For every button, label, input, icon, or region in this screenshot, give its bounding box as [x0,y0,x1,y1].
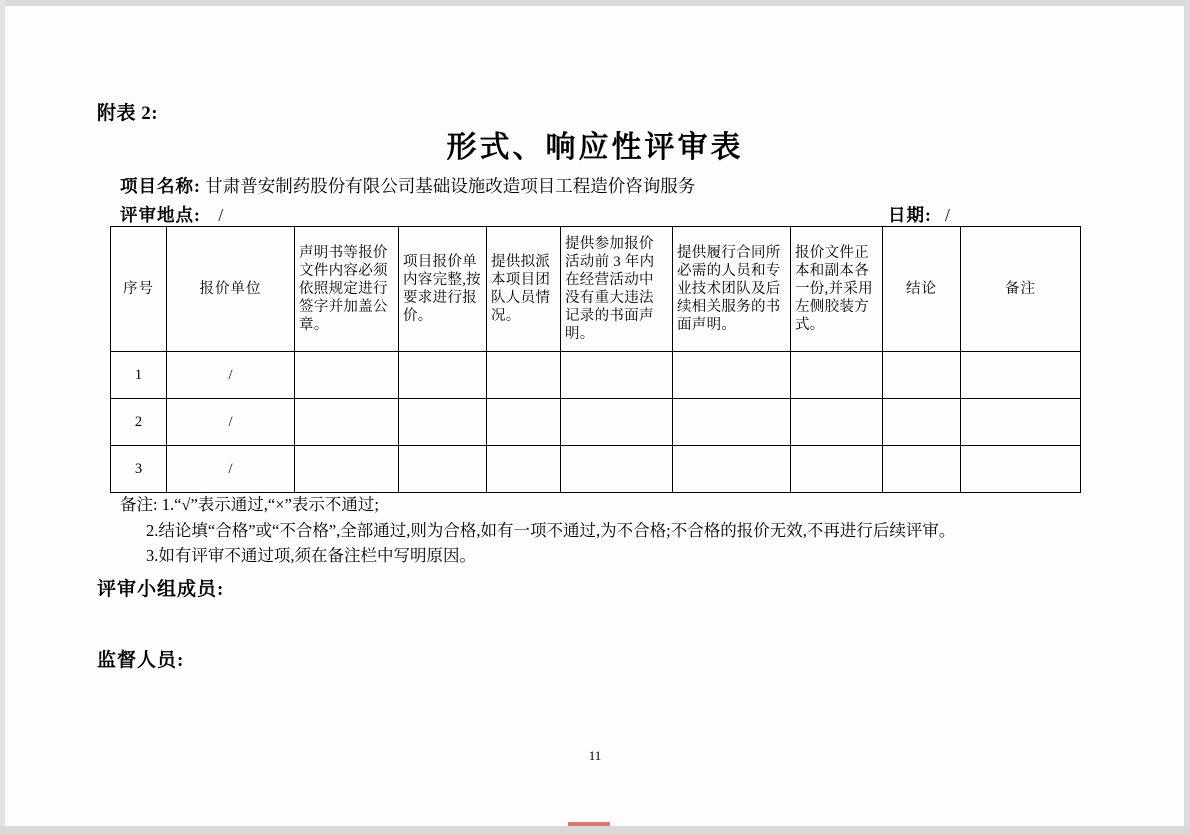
cell-c4[interactable] [561,446,673,493]
review-date-value: / [944,205,950,225]
page-title: 形式、响应性评审表 [446,131,744,164]
table-body [111,352,1081,493]
cell-c5[interactable] [673,446,791,493]
header-cell-c3: 提供拟派本项目团队人员情况。 [487,227,561,352]
cell-remark[interactable] [961,446,1081,493]
header-cell-c6: 报价文件正本和副本各一份,并采用左侧胶装方式。 [791,227,883,352]
cell-c1[interactable] [295,446,399,493]
notes-block [120,492,1120,569]
cell-unit: / [167,399,295,446]
review-place-row [120,202,223,227]
header-cell-unit: 报价单位 [167,227,295,352]
cell-c1[interactable] [295,352,399,399]
cell-c6[interactable] [791,399,883,446]
header-cell-c2: 项目报价单内容完整,按要求进行报价。 [399,227,487,352]
cell-c3[interactable] [487,352,561,399]
header-cell-c1: 声明书等报价文件内容必须依照规定进行签字并加盖公章。 [295,227,399,352]
project-name-label: 项目名称: [120,176,201,196]
cell-no: 1 [111,352,167,399]
header-cell-no: 序号 [111,227,167,352]
signature-review-team: 评审小组成员: [97,579,225,600]
table-header [111,227,1081,352]
cell-remark[interactable] [961,399,1081,446]
cell-c2[interactable] [399,352,487,399]
review-table [110,226,1081,493]
cell-no: 3 [111,446,167,493]
cell-unit: / [167,446,295,493]
cell-unit: / [167,352,295,399]
review-place-value: / [218,205,224,225]
red-mark [568,822,610,826]
header-cell-conclusion: 结论 [883,227,961,352]
cell-c2[interactable] [399,446,487,493]
cell-no: 2 [111,399,167,446]
project-name-row [120,173,695,198]
scan-edge-top [0,0,1190,6]
cell-c6[interactable] [791,352,883,399]
cell-c4[interactable] [561,352,673,399]
attachment-label: 附表 2: [97,103,159,124]
header-cell-c5: 提供履行合同所必需的人员和专业技术团队及后续相关服务的书面声明。 [673,227,791,352]
review-date-row [888,202,950,227]
cell-c1[interactable] [295,399,399,446]
table-header-row [111,227,1081,352]
cell-c4[interactable] [561,399,673,446]
header-cell-remark: 备注 [961,227,1081,352]
page-number: 11 [588,748,602,763]
table-row [111,446,1081,493]
project-name-value: 甘肃普安制药股份有限公司基础设施改造项目工程造价咨询服务 [205,176,696,196]
cell-c5[interactable] [673,399,791,446]
note-line-2: 2.结论填“合格”或“不合格”,全部通过,则为合格,如有一项不通过,为不合格;不合格的报价无效,不再进行后续评审。 [146,520,956,540]
note-line-3: 3.如有评审不通过项,须在备注栏中写明原因。 [146,546,476,566]
cell-conclusion[interactable] [883,352,961,399]
cell-remark[interactable] [961,352,1081,399]
note-line-1: 备注: 1.“√”表示通过,“×”表示不通过; [120,495,379,514]
cell-c2[interactable] [399,399,487,446]
header-cell-c4: 提供参加报价活动前 3 年内在经营活动中没有重大违法记录的书面声明。 [561,227,673,352]
review-date-label: 日期: [888,205,932,225]
cell-c6[interactable] [791,446,883,493]
cell-c3[interactable] [487,399,561,446]
table-row [111,399,1081,446]
cell-c3[interactable] [487,446,561,493]
review-place-label: 评审地点: [120,205,201,225]
cell-c5[interactable] [673,352,791,399]
scan-edge-bottom [0,826,1190,834]
signature-supervisor: 监督人员: [97,650,185,671]
cell-conclusion[interactable] [883,446,961,493]
cell-conclusion[interactable] [883,399,961,446]
table-row [111,352,1081,399]
